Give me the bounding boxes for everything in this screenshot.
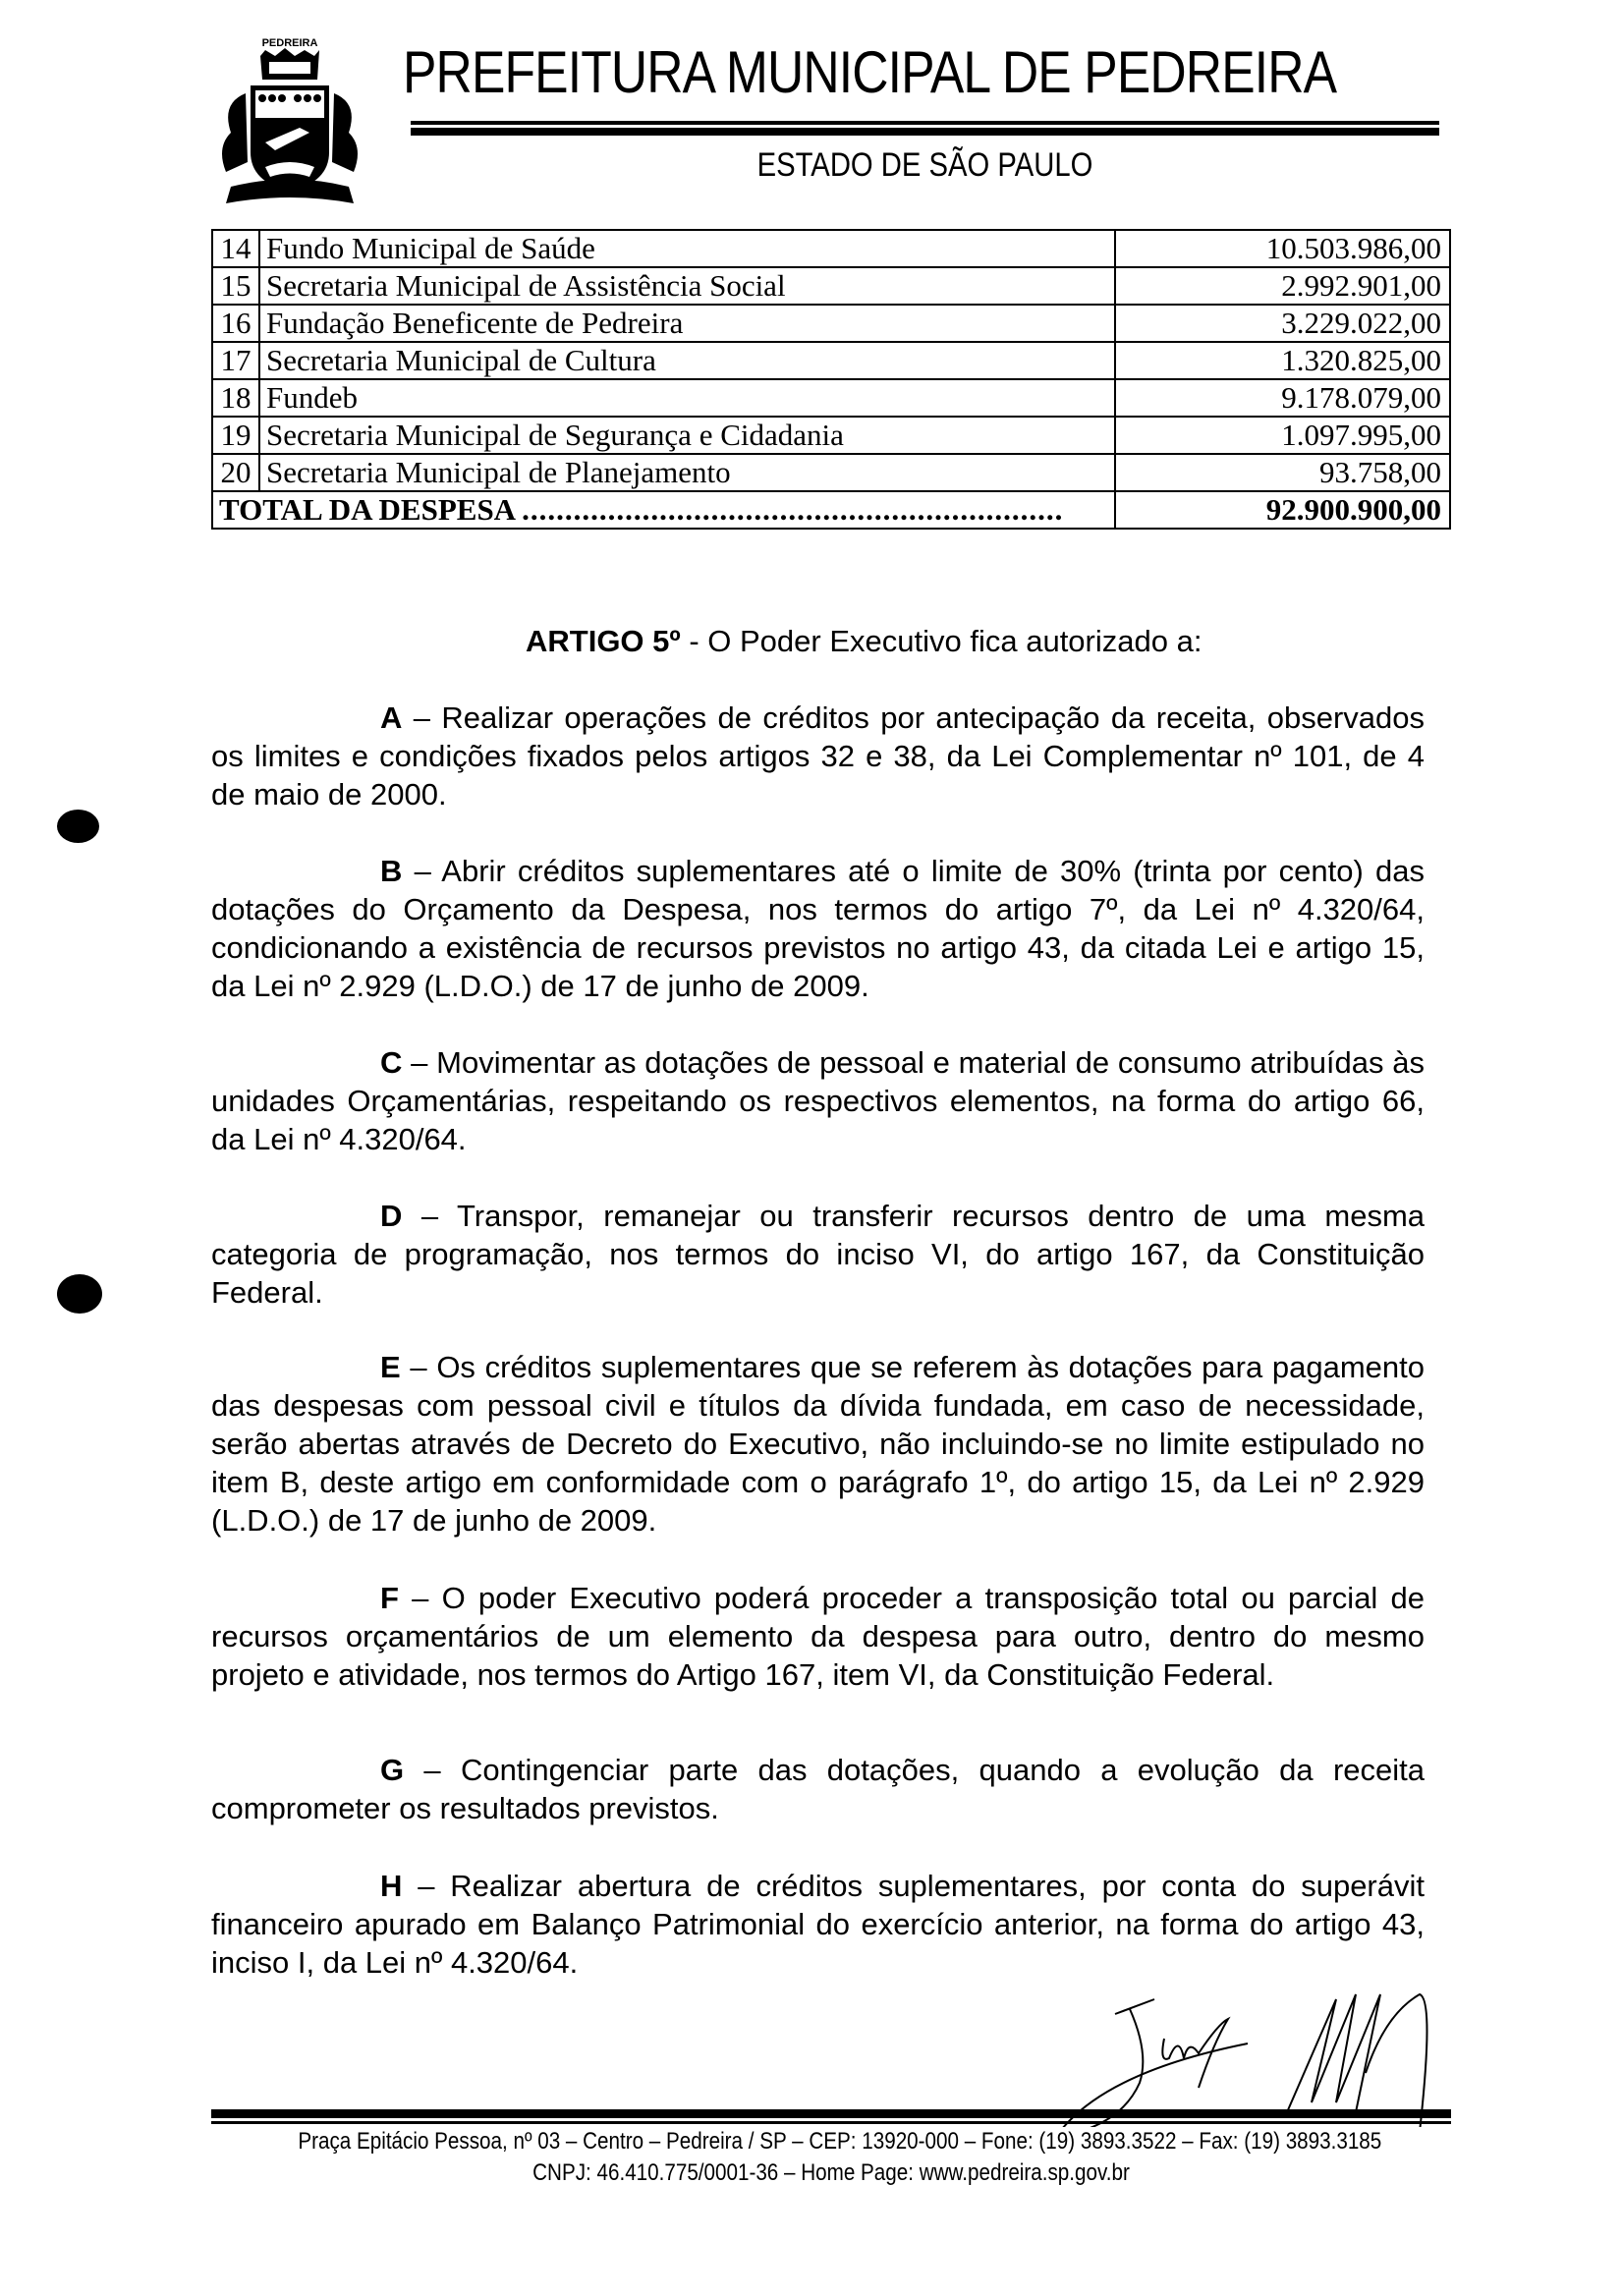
- item-text: Movimentar as dotações de pessoal e material de consumo atribuídas às unidades Orçamentárias, respeitando os respectivos elementos, na forma do artigo 66, da Lei nº 4.320/64.: [211, 1045, 1426, 1156]
- row-number: 15: [212, 267, 259, 305]
- page-title: PREFEITURA MUNICIPAL DE PEDREIRA: [403, 39, 1337, 105]
- row-number: 18: [212, 379, 259, 417]
- table-row: [212, 342, 1450, 379]
- total-value: 92.900.900,00: [1115, 491, 1450, 529]
- item-separator: –: [398, 1581, 442, 1615]
- item-separator: –: [402, 700, 442, 735]
- item-separator: –: [402, 1199, 457, 1233]
- item-letter: A: [380, 700, 403, 735]
- expense-table: [211, 229, 1451, 530]
- row-name: Secretaria Municipal de Planejamento: [259, 454, 1115, 491]
- table-row: [212, 267, 1450, 305]
- row-name: Fundeb: [259, 379, 1115, 417]
- row-number: 19: [212, 417, 259, 454]
- article-item-c: [211, 1043, 1425, 1158]
- article-heading: [526, 622, 1202, 660]
- row-number: 14: [212, 230, 259, 267]
- article-number: ARTIGO 5º: [526, 624, 681, 658]
- footer-address: Praça Epitácio Pessoa, nº 03 – Centro – Pedreira / SP – CEP: 13920-000 – Fone: (19) 3893.3522 – Fax: (19) 3893.3185: [298, 2128, 1382, 2155]
- total-label: TOTAL DA DESPESA: [219, 492, 515, 527]
- header-rule-thick: [411, 128, 1439, 136]
- item-letter: D: [380, 1199, 403, 1233]
- item-letter: E: [380, 1350, 401, 1384]
- item-separator: –: [402, 854, 442, 888]
- item-text: O poder Executivo poderá proceder a transposição total ou parcial de recursos orçamentários de um elemento da despesa para outro, dentro do mesmo projeto e atividade, nos termos do Artigo 167, item VI, da Constituição Federal.: [211, 1581, 1425, 1692]
- hole-punch-bottom: [57, 1274, 102, 1314]
- row-value: 93.758,00: [1115, 454, 1450, 491]
- row-number: 16: [212, 305, 259, 342]
- item-letter: H: [380, 1869, 403, 1903]
- item-letter: B: [380, 854, 403, 888]
- item-letter: C: [380, 1045, 403, 1080]
- crest-label: PEDREIRA: [261, 37, 318, 49]
- table-row: [212, 379, 1450, 417]
- row-name: Secretaria Municipal de Cultura: [259, 342, 1115, 379]
- item-text: Abrir créditos suplementares até o limite de 30% (trinta por cento) das dotações do Orçamento da Despesa, nos termos do artigo 7º, da Lei nº 4.320/64, condicionando a existência de recursos previstos no artigo 43, da citada Lei e artigo 15, da Lei nº 2.929 (L.D.O.) de 17 de junho de 2009.: [211, 854, 1425, 1003]
- handwritten-signature-icon: [1041, 1955, 1503, 2127]
- item-separator: –: [402, 1045, 437, 1080]
- item-text: Realizar abertura de créditos suplementares, por conta do superávit financeiro apurado em Balanço Patrimonial do exercício anterior, na forma do artigo 43, inciso I, da Lei nº 4.320/64.: [211, 1869, 1425, 1980]
- footer-rule-thin: [211, 2121, 1451, 2124]
- article-item-b: [211, 852, 1425, 1005]
- hole-punch-top: [57, 810, 99, 843]
- total-leader-dots: ...............................................................: [522, 492, 1064, 527]
- item-separator: –: [400, 1350, 437, 1384]
- item-text: Contingenciar parte das dotações, quando a evolução da receita comprometer os resultados previstos.: [211, 1753, 1426, 1825]
- row-name: Secretaria Municipal de Assistência Social: [259, 267, 1115, 305]
- row-value: 2.992.901,00: [1115, 267, 1450, 305]
- row-name: Fundo Municipal de Saúde: [259, 230, 1115, 267]
- row-name: Fundação Beneficente de Pedreira: [259, 305, 1115, 342]
- item-text: Os créditos suplementares que se referem às dotações para pagamento das despesas com pessoal civil e títulos da dívida fundada, em caso de necessidade, serão abertas através de Decreto do Executivo, não incluindo-se no limite estipulado no item B, deste artigo em conformidade com o parágrafo 1º, do artigo 15, da Lei nº 2.929 (L.D.O.) de 17 de junho de 2009.: [211, 1350, 1425, 1538]
- table-row: [212, 454, 1450, 491]
- row-value: 9.178.079,00: [1115, 379, 1450, 417]
- article-item-a: [211, 699, 1425, 813]
- article-item-e: [211, 1348, 1425, 1540]
- page-subtitle: ESTADO DE SÃO PAULO: [756, 146, 1093, 184]
- row-name: Secretaria Municipal de Segurança e Cidadania: [259, 417, 1115, 454]
- article-intro: - O Poder Executivo fica autorizado a:: [680, 624, 1203, 658]
- item-letter: G: [380, 1753, 405, 1787]
- row-value: 10.503.986,00: [1115, 230, 1450, 267]
- row-number: 17: [212, 342, 259, 379]
- item-text: Realizar operações de créditos por antecipação da receita, observados os limites e condições fixados pelos artigos 32 e 38, da Lei Complementar nº 101, de 4 de maio de 2000.: [211, 700, 1425, 812]
- footer-cnpj: CNPJ: 46.410.775/0001-36 – Home Page: www.pedreira.sp.gov.br: [532, 2159, 1130, 2186]
- row-number: 20: [212, 454, 259, 491]
- total-label-cell: [212, 491, 1115, 529]
- item-letter: F: [380, 1581, 399, 1615]
- article-item-g: [211, 1751, 1425, 1827]
- row-value: 1.320.825,00: [1115, 342, 1450, 379]
- table-total-row: [212, 491, 1450, 529]
- article-item-f: [211, 1579, 1425, 1694]
- item-text: Transpor, remanejar ou transferir recursos dentro de uma mesma categoria de programação, nos termos do inciso VI, do artigo 167, da Constituição Federal.: [211, 1199, 1426, 1310]
- row-value: 3.229.022,00: [1115, 305, 1450, 342]
- item-separator: –: [402, 1869, 451, 1903]
- row-value: 1.097.995,00: [1115, 417, 1450, 454]
- item-separator: –: [404, 1753, 461, 1787]
- header-rule-thin: [411, 121, 1439, 125]
- table-row: [212, 417, 1450, 454]
- footer-rule-thick: [211, 2109, 1451, 2118]
- coat-of-arms-icon: [187, 34, 393, 206]
- article-item-d: [211, 1197, 1425, 1312]
- table-row: [212, 230, 1450, 267]
- table-row: [212, 305, 1450, 342]
